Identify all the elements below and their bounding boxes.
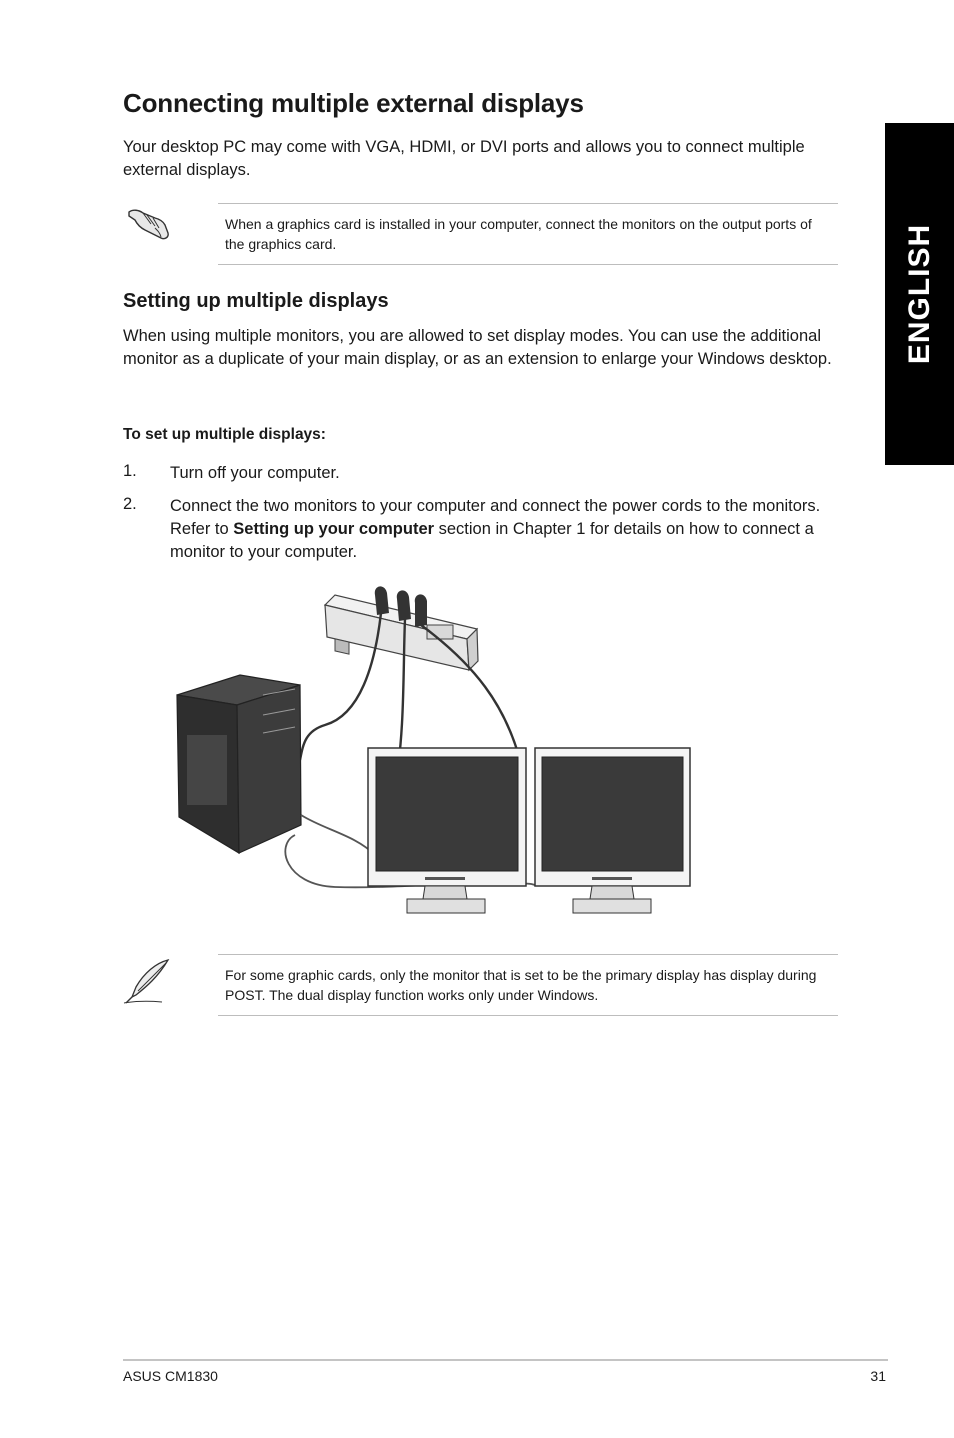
footer-product-name: ASUS CM1830 <box>123 1368 218 1384</box>
step-2-text-part: Connect the two monitors to your computer and connect the power cords to the monitors. Refer to <box>170 497 821 538</box>
footer-divider <box>123 1359 888 1361</box>
page-title: Connecting multiple external displays <box>123 88 584 118</box>
power-strip <box>325 586 478 670</box>
page-number: 31 <box>870 1368 886 1384</box>
note-graphics-card <box>218 203 838 265</box>
language-tab <box>885 123 954 465</box>
monitor-right <box>535 748 690 913</box>
pc-tower <box>177 675 301 853</box>
step-2-text <box>170 495 835 564</box>
note-graphics-text: When a graphics card is installed in your computer, connect the monitors on the output ports of the graphics card. <box>225 216 812 252</box>
procedure-title: To set up multiple displays: <box>123 426 326 443</box>
section-paragraph: When using multiple monitors, you are allowed to set display modes. You can use the additional monitor as a duplicate of your main display, or as an extension to enlarge your Windows desktop. <box>123 327 832 368</box>
feather-pen-icon <box>122 957 172 1005</box>
step-1-number: 1. <box>123 462 137 480</box>
hand-icon <box>125 204 173 242</box>
multi-display-illustration <box>175 585 695 920</box>
section-heading: Setting up multiple displays <box>123 290 389 312</box>
step-2-number: 2. <box>123 495 137 513</box>
step-1-text: Turn off your computer. <box>170 464 340 482</box>
language-tab-label: ENGLISH <box>902 223 936 365</box>
note-post-text: For some graphic cards, only the monitor that is set to be the primary display has display during POST. The dual display function works only under Windows. <box>225 967 817 1003</box>
monitor-left <box>368 748 526 913</box>
intro-paragraph: Your desktop PC may come with VGA, HDMI, or DVI ports and allows you to connect multiple external displays. <box>123 138 805 179</box>
note-post-display <box>218 954 838 1016</box>
step-2-text-part: section in Chapter 1 for details on how to connect a monitor to your computer. <box>170 520 814 561</box>
step-2-bold-reference: Setting up your computer <box>233 520 435 538</box>
